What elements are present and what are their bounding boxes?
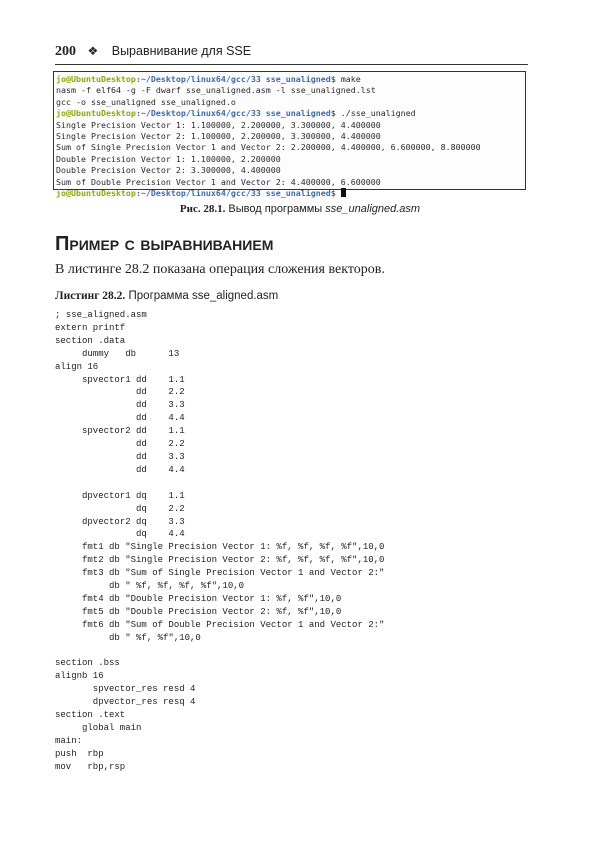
terminal-output-line: Double Precision Vector 1: 1.100000, 2.200000 (56, 153, 281, 164)
prompt-path: :~/Desktop/linux64/gcc/33 sse_unaligned (135, 108, 331, 119)
terminal-output-line: Single Precision Vector 1: 1.100000, 2.200000, 3.300000, 4.400000 (56, 119, 381, 130)
prompt-user: jo@UbuntuDesktop (56, 74, 136, 84)
listing-text: Программа sse_aligned.asm (125, 290, 279, 302)
figure-label: Рис. 28.1. (179, 203, 226, 215)
running-header (55, 44, 528, 65)
terminal-prompt-line (56, 188, 523, 199)
ornament-icon: ❖ (87, 44, 99, 58)
terminal-output-line: Single Precision Vector 2: 1.100000, 2.200000, 3.300000, 4.400000 (56, 131, 381, 142)
code-listing: ; sse_aligned.asm extern printf section .data dummy db 13 align 16 spvector1 dd 1.1 dd 2.2 dd 3.3 dd 4.4 spvector2 dd 1.1 dd 2.2 dd 3.3 dd 4.4 dpvector1 dq 1.1 dq 2.2 dpvector2 dq 3.3 dq 4.4 fmt1 db "Single Precision Vector 1: %f, %f, %f, %f",10,0 fmt2 db "Single Precision Vector 2: %f, %f, %f, %f",10,0 fmt3 db "Sum of Single Precision Vector 1 and Vector 2:" db " %f, %f, %f, %f",10,0 fmt4 db "Double Precision Vector 1: %f, %f",10,0 fmt5 db "Double Precision Vector 2: %f, %f",10,0 fmt6 db "Sum of Double Precision Vector 1 and Vector 2:" db " %f, %f",10,0 section .bss alignb 16 spvector_res resd 4 dpvector_res resq 4 section .text global main main: push rbp mov rbp,rsp (55, 310, 385, 772)
terminal-output-line: Sum of Single Precision Vector 1 and Vector 2: 2.200000, 4.400000, 6.600000, 8.800000 (56, 142, 481, 153)
terminal-screenshot (53, 71, 526, 199)
prompt-user: jo@UbuntuDesktop (56, 188, 136, 199)
cursor-icon (341, 188, 346, 197)
terminal-output-line: Sum of Double Precision Vector 1 and Vector 2: 4.400000, 6.600000 (56, 176, 381, 187)
figure-caption (0, 203, 600, 215)
command: $ ./sse_unaligned (330, 108, 416, 119)
prompt-path: :~/Desktop/linux64/gcc/33 sse_unaligned (135, 74, 331, 84)
terminal-output (56, 74, 523, 199)
terminal-output-line: nasm -f elf64 -g -F dwarf sse_unaligned.asm -l sse_unaligned.lst (56, 85, 376, 96)
listing-label: Листинг 28.2. (55, 290, 126, 302)
prompt-path: :~/Desktop/linux64/gcc/33 sse_unaligned (135, 188, 331, 199)
terminal-prompt-line (56, 108, 523, 119)
terminal-output-line: gcc -o sse_unaligned sse_unaligned.o (56, 96, 236, 107)
body-paragraph: В листинге 28.2 показана операция сложения векторов. (55, 262, 385, 277)
prompt-user: jo@UbuntuDesktop (56, 108, 136, 119)
chapter-title: Выравнивание для SSE (111, 44, 252, 58)
page-number: 200 (55, 44, 76, 59)
figure-file: sse_unaligned.asm (325, 203, 421, 215)
command: $ (330, 188, 341, 199)
terminal-output-line: Double Precision Vector 2: 3.300000, 4.400000 (56, 165, 281, 176)
figure-text: Вывод программы (225, 203, 326, 215)
listing-caption (55, 290, 278, 302)
command: $ make (330, 74, 361, 84)
section-title: Пример с выравниванием (55, 233, 274, 255)
terminal-prompt-line (56, 74, 523, 85)
